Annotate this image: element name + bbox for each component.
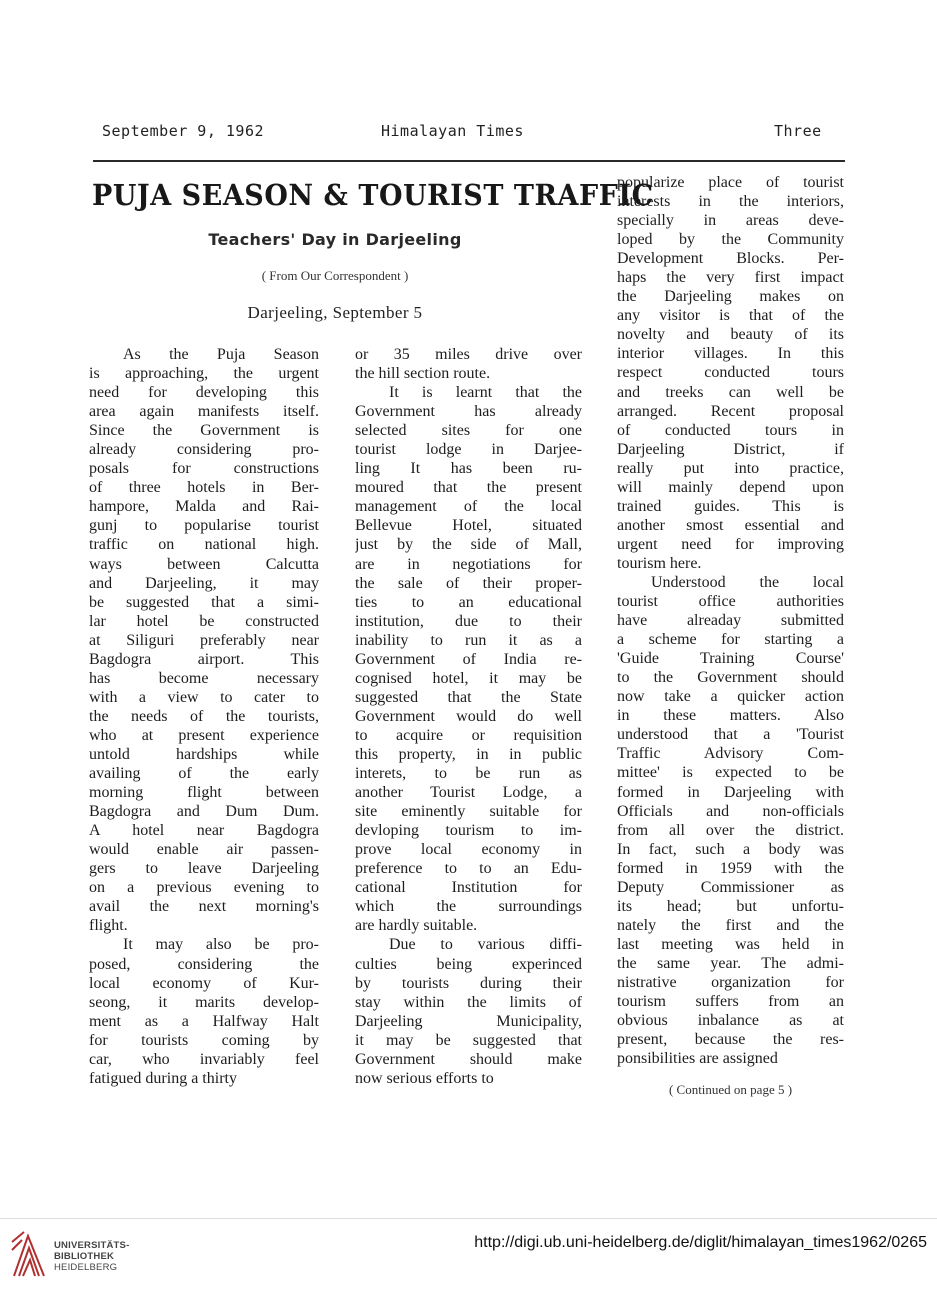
article-headline: PUJA SEASON & TOURIST TRAFFIC: [92, 178, 654, 212]
text-line: interests in the interiors,: [617, 193, 844, 211]
text-line: prove local economy in: [355, 841, 582, 859]
continued-notice: ( Continued on page 5 ): [668, 1082, 793, 1097]
text-line: posals for constructions: [89, 460, 319, 478]
text-line: tourist lodge in Darjee-: [355, 441, 582, 459]
text-line: In fact, such a body was: [617, 840, 844, 858]
article-paragraph: [89, 345, 319, 935]
text-line: the needs of the tourists,: [89, 707, 319, 725]
text-line: need for developing this: [89, 384, 319, 402]
text-line: obvious inbalance as at: [617, 1012, 844, 1030]
text-line: nately the first and the: [617, 916, 844, 934]
text-line: traffic on national high.: [89, 536, 319, 554]
text-line: present, because the res-: [617, 1031, 844, 1049]
text-line: flight.: [89, 917, 128, 935]
text-line: avail the next morning's: [89, 898, 319, 916]
text-line: urgent need for improving: [617, 535, 844, 553]
text-line: understood that a 'Tourist: [617, 726, 844, 744]
text-line: are in negotiations for: [355, 555, 582, 573]
text-line: institution, due to their: [355, 612, 582, 630]
article-paragraph: [355, 383, 582, 935]
text-line: untold hardships while: [89, 745, 319, 763]
text-line: at Siliguri preferably near: [89, 631, 319, 649]
text-line: Traffic Advisory Com-: [617, 745, 844, 763]
article-paragraph: [617, 173, 844, 573]
text-line: culties being experinced: [355, 955, 582, 973]
article-subhead: Teachers' Day in Darjeeling: [208, 230, 462, 249]
text-line: nistrative organization for: [617, 973, 844, 991]
text-line: availing of the early: [89, 765, 319, 783]
article-column-2: [355, 345, 582, 1088]
article-paragraph: [617, 573, 844, 1068]
text-line: haps the very first impact: [617, 269, 844, 287]
text-line: Government of India re-: [355, 650, 582, 668]
text-line: mittee' is expected to be: [617, 764, 844, 782]
article-paragraph: [355, 345, 582, 383]
text-line: specially in areas deve-: [617, 212, 844, 230]
text-line: moured that the present: [355, 479, 582, 497]
text-line: from all over the district.: [617, 821, 844, 839]
text-line: ways between Calcutta: [89, 555, 319, 573]
text-line: any visitor is that of the: [617, 307, 844, 325]
text-line: have alreaday submitted: [617, 612, 844, 630]
text-line: Bellevue Hotel, situated: [355, 517, 582, 535]
text-line: stay within the limits of: [355, 993, 582, 1011]
text-line: are hardly suitable.: [355, 917, 478, 935]
text-line: devloping tourism to im-: [355, 822, 582, 840]
text-line: popularize place of tourist: [617, 174, 844, 191]
text-line: arranged. Recent proposal: [617, 402, 844, 420]
text-line: Darjeeling District, if: [617, 440, 844, 458]
text-line: ponsibilities are assigned: [617, 1050, 778, 1068]
text-line: formed in Darjeeling with: [617, 783, 844, 801]
source-url-link[interactable]: http://digi.ub.uni-heidelberg.de/diglit/himalayan_times1962/0265: [474, 1234, 927, 1251]
text-line: Government would do well: [355, 707, 582, 725]
text-line: loped by the Community: [617, 231, 844, 249]
text-line: selected sites for one: [355, 422, 582, 440]
text-line: a scheme for starting a: [617, 631, 844, 649]
text-line: preference to to an Edu-: [355, 860, 582, 878]
text-line: last meeting was held in: [617, 935, 844, 953]
text-line: of three hotels in Ber-: [89, 479, 319, 497]
text-line: Darjeeling Municipality,: [355, 1012, 582, 1030]
text-line: suggested that the State: [355, 688, 582, 706]
text-line: it may be suggested that: [355, 1031, 582, 1049]
text-line: It may also be pro-: [123, 936, 319, 954]
article-paragraph: [355, 935, 582, 1087]
text-line: Development Blocks. Per-: [617, 250, 844, 268]
text-line: now serious efforts to: [355, 1069, 494, 1087]
text-line: the hill section route.: [355, 365, 491, 383]
text-line: its head; but unfortu-: [617, 897, 844, 915]
text-line: inability to run it as a: [355, 631, 582, 649]
text-line: who at present experience: [89, 726, 319, 744]
text-line: just by the side of Mall,: [355, 536, 582, 554]
text-line: will mainly depend upon: [617, 478, 844, 496]
library-name-line: HEIDELBERG: [54, 1262, 118, 1273]
article-column-3: [617, 173, 844, 1068]
text-line: would enable air passen-: [89, 841, 319, 859]
text-line: ment as a Halfway Halt: [89, 1012, 319, 1030]
text-line: to acquire or requisition: [355, 726, 582, 744]
article-paragraph: [89, 935, 319, 1087]
text-line: morning flight between: [89, 784, 319, 802]
article-dateline: Darjeeling, September 5: [247, 303, 423, 322]
library-name-line: UNIVERSITÄTS-: [54, 1240, 130, 1251]
header-date: September 9, 1962: [102, 122, 265, 140]
text-line: ling It has been ru-: [355, 460, 582, 478]
text-line: gers to leave Darjeeling: [89, 860, 319, 878]
text-line: local economy of Kur-: [89, 974, 319, 992]
text-line: this property, in in public: [355, 745, 582, 763]
text-line: Since the Government is: [89, 422, 319, 440]
text-line: management of the local: [355, 498, 582, 516]
text-line: really put into practice,: [617, 459, 844, 477]
text-line: the sale of their proper-: [355, 574, 582, 592]
text-line: cognised hotel, it may be: [355, 669, 582, 687]
footer-bar: [0, 1218, 937, 1292]
text-line: area again manifests itself.: [89, 403, 319, 421]
text-line: A hotel near Bagdogra: [89, 822, 319, 840]
text-line: interior villages. In this: [617, 345, 844, 363]
text-line: Government should make: [355, 1050, 582, 1068]
text-line: cational Institution for: [355, 879, 582, 897]
text-line: lar hotel be constructed: [89, 612, 319, 630]
text-line: for tourists coming by: [89, 1031, 319, 1049]
text-line: novelty and beauty of its: [617, 326, 844, 344]
text-line: Officials and non-officials: [617, 802, 844, 820]
text-line: As the Puja Season: [123, 346, 319, 363]
text-line: 'Guide Training Course': [617, 650, 844, 668]
text-line: tourist office authorities: [617, 593, 844, 611]
text-line: trained guides. This is: [617, 497, 844, 515]
text-line: to the Government should: [617, 669, 844, 687]
text-line: be suggested that a simi-: [89, 593, 319, 611]
text-line: Bagdogra and Dum Dum.: [89, 803, 319, 821]
text-line: posed, considering the: [89, 955, 319, 973]
text-line: Understood the local: [651, 573, 844, 591]
text-line: fatigued during a thirty: [89, 1069, 237, 1087]
text-line: or 35 miles drive over: [355, 346, 582, 363]
text-line: has become necessary: [89, 669, 319, 687]
text-line: which the surroundings: [355, 898, 582, 916]
text-line: is approaching, the urgent: [89, 365, 319, 383]
text-line: and Darjeeling, it may: [89, 574, 319, 592]
text-line: and treeks can well be: [617, 383, 844, 401]
header-rule: [93, 160, 845, 162]
text-line: It is learnt that the: [389, 384, 582, 402]
text-line: the same year. The admi-: [617, 954, 844, 972]
text-line: site eminently suitable for: [355, 803, 582, 821]
text-line: with a view to cater to: [89, 688, 319, 706]
header-page-number: Three: [774, 122, 822, 140]
text-line: ties to an educational: [355, 593, 582, 611]
library-logo-icon: [10, 1230, 48, 1280]
text-line: respect conducted tours: [617, 364, 844, 382]
text-line: seong, it marits develop-: [89, 993, 319, 1011]
text-line: hampore, Malda and Rai-: [89, 498, 319, 516]
text-line: now take a quicker action: [617, 688, 844, 706]
article-byline: ( From Our Correspondent ): [261, 268, 409, 283]
library-name: [54, 1240, 129, 1273]
text-line: Government has already: [355, 403, 582, 421]
article-column-1: [89, 345, 319, 1088]
text-line: another Tourist Lodge, a: [355, 784, 582, 802]
header-paper-name: Himalayan Times: [381, 122, 524, 140]
text-line: Deputy Commissioner as: [617, 878, 844, 896]
text-line: gunj to popularise tourist: [89, 517, 319, 535]
text-line: Due to various diffi-: [389, 936, 582, 954]
text-line: formed in 1959 with the: [617, 859, 844, 877]
text-line: tourism suffers from an: [617, 993, 844, 1011]
text-line: tourism here.: [617, 554, 702, 572]
text-line: car, who invariably feel: [89, 1050, 319, 1068]
text-line: the Darjeeling makes on: [617, 288, 844, 306]
text-line: in these matters. Also: [617, 707, 844, 725]
library-name-line: BIBLIOTHEK: [54, 1251, 115, 1262]
text-line: Bagdogra airport. This: [89, 650, 319, 668]
text-line: interets, to be run as: [355, 765, 582, 783]
text-line: already considering pro-: [89, 441, 319, 459]
text-line: by tourists during their: [355, 974, 582, 992]
text-line: of conducted tours in: [617, 421, 844, 439]
text-line: on a previous evening to: [89, 879, 319, 897]
text-line: another smost essential and: [617, 516, 844, 534]
